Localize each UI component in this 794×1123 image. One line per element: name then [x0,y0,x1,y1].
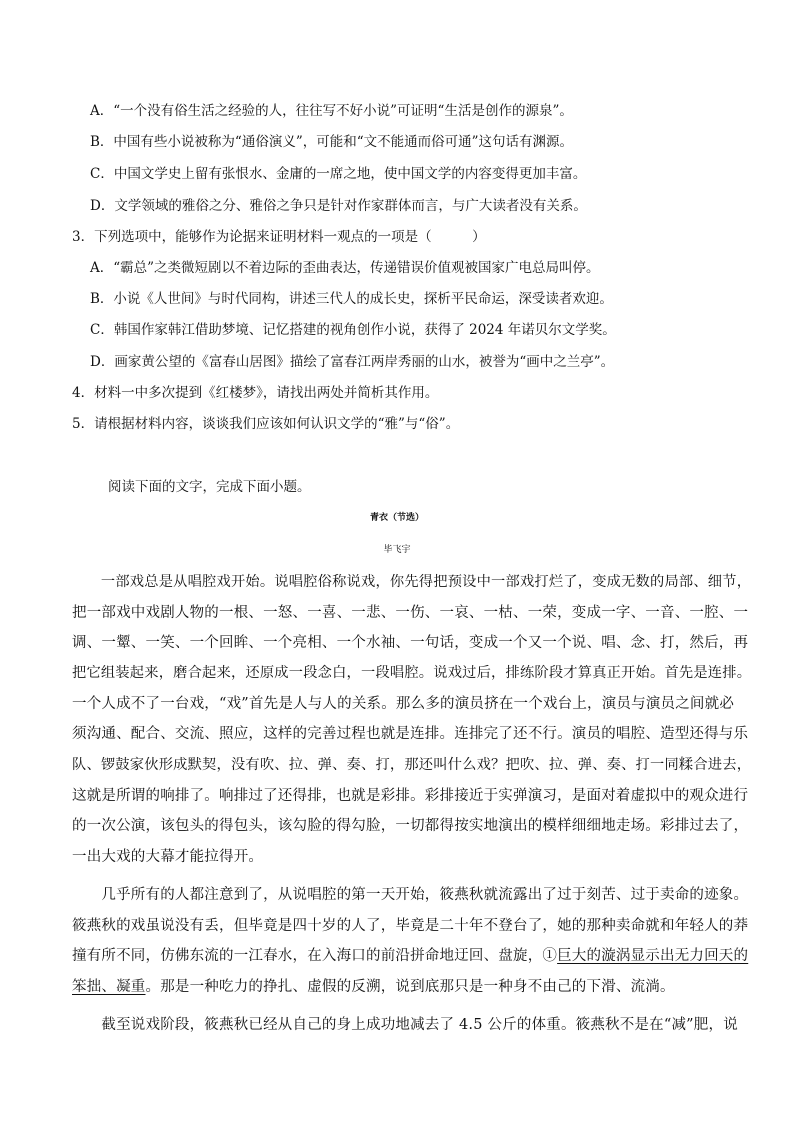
passage-line: 筱燕秋的戏虽说没有丢，但毕竟是四十岁的人了，毕竟是二十年不登台了，她的那种卖命就和年轻人的莽 [72,918,749,934]
underlined-sentence: 笨拙、凝重 [72,979,146,995]
passage-line: 几乎所有的人都注意到了，从说唱腔的第一天开始，筱燕秋就流露出了过于刻苦、过于卖命的迹象。 [72,887,749,903]
passage-line: 一部戏总是从唱腔戏开始。说唱腔俗称说戏，你先得把预设中一部戏打烂了，变成无数的局部、细节， [72,574,752,590]
passage-line: 调、一颦、一笑、一个回眸、一个亮相、一个水袖、一句话，变成一个又一个说、唱、念、打，然后，再 [72,635,749,651]
q4-stem: 4．材料一中多次提到《红楼梦》，请找出两处并简析其作用。 [72,385,439,401]
passage-line-text: 。那是一种吃力的挣扎、虚假的反溯，说到底那只是一种身不由己的下滑、流淌。 [145,979,675,995]
passage-line [72,976,675,998]
passage-author: 毕飞宇 [383,545,411,555]
underlined-sentence: 巨大的漩涡显示出无力回天的 [557,948,749,964]
passage-line-text: 撞有所不同，仿佛东流的一江春水，在入海口的前沿拼命地迂回、盘旋，① [72,948,558,964]
passage-line: 须沟通、配合、交流、照应，这样的完善过程也就是连排。连排完了还不行。演员的唱腔、造型还得与乐 [72,726,749,742]
q3-option-c: C．韩国作家韩江借助梦境、记忆搭建的视角创作小说，获得了 2024 年诺贝尔文学奖。 [90,322,616,338]
reading-intro: 阅读下面的文字，完成下面小题。 [108,479,311,495]
passage-line [72,945,748,967]
q5-stem: 5．请根据材料内容，谈谈我们应该如何认识文学的“雅”与“俗”。 [72,416,460,432]
q2-option-c: C．中国文学史上留有张恨水、金庸的一席之地，使中国文学的内容变得更加丰富。 [90,166,587,182]
q2-option-b: B．中国有些小说被称为“通俗演义”，可能和“文不能通而俗可通”这句话有渊源。 [90,134,574,150]
passage-line: 一出大戏的大幕才能拉得开。 [72,849,264,865]
passage-line: 一个人成不了一台戏，“戏”首先是人与人的关系。那么多的演员挤在一个戏台上，演员与演员之间就必 [72,696,735,712]
passage-line: 的一次公演，该包头的得包头，该勾脸的得勾脸，一切都得按实地演出的模样细细地走场。彩排过去了， [72,818,749,834]
q3-stem: 3．下列选项中，能够作为论据来证明材料一观点的一项是（ ） [72,229,486,245]
q3-option-b: B．小说《人世间》与时代同构，讲述三代人的成长史，探析平民命运，深受读者欢迎。 [90,291,613,307]
passage-line: 队、锣鼓家伙形成默契，没有吹、拉、弹、奏、打，那还叫什么戏？把吹、拉、弹、奏、打一同糅合进去， [72,757,752,773]
passage-line: 把它组装起来，磨合起来，还原成一段念白，一段唱腔。说戏过后，排练阶段才算真正开始。首先是连排。 [72,665,752,681]
q3-option-d: D．画家黄公望的《富春山居图》描绘了富春江两岸秀丽的山水，被誉为“画中之兰亭”。 [90,354,615,370]
passage-line: 截至说戏阶段，筱燕秋已经从自己的身上成功地减去了 4.5 公斤的体重。筱燕秋不是在“减”肥，说 [72,1017,738,1033]
passage-line: 把一部戏中戏剧人物的一根、一怒、一喜、一悲、一伤、一哀、一枯、一荣，变成一字、一音、一腔、一 [72,605,749,621]
q2-option-a: A．“一个没有俗生活之经验的人，往往写不好小说”可证明“生活是创作的源泉”。 [90,103,573,119]
q2-option-d: D．文学领域的雅俗之分、雅俗之争只是针对作家群体而言，与广大读者没有关系。 [90,198,587,214]
passage-line: 这就是所谓的响排了。响排过了还得排，也就是彩排。彩排接近于实弹演习，是面对着虚拟中的观众进行 [72,788,749,804]
q3-option-a: A．“霸总”之类微短剧以不着边际的歪曲表达，传递错误价值观被国家广电总局叫停。 [90,260,600,276]
passage-title: 青衣（节选） [369,513,424,523]
